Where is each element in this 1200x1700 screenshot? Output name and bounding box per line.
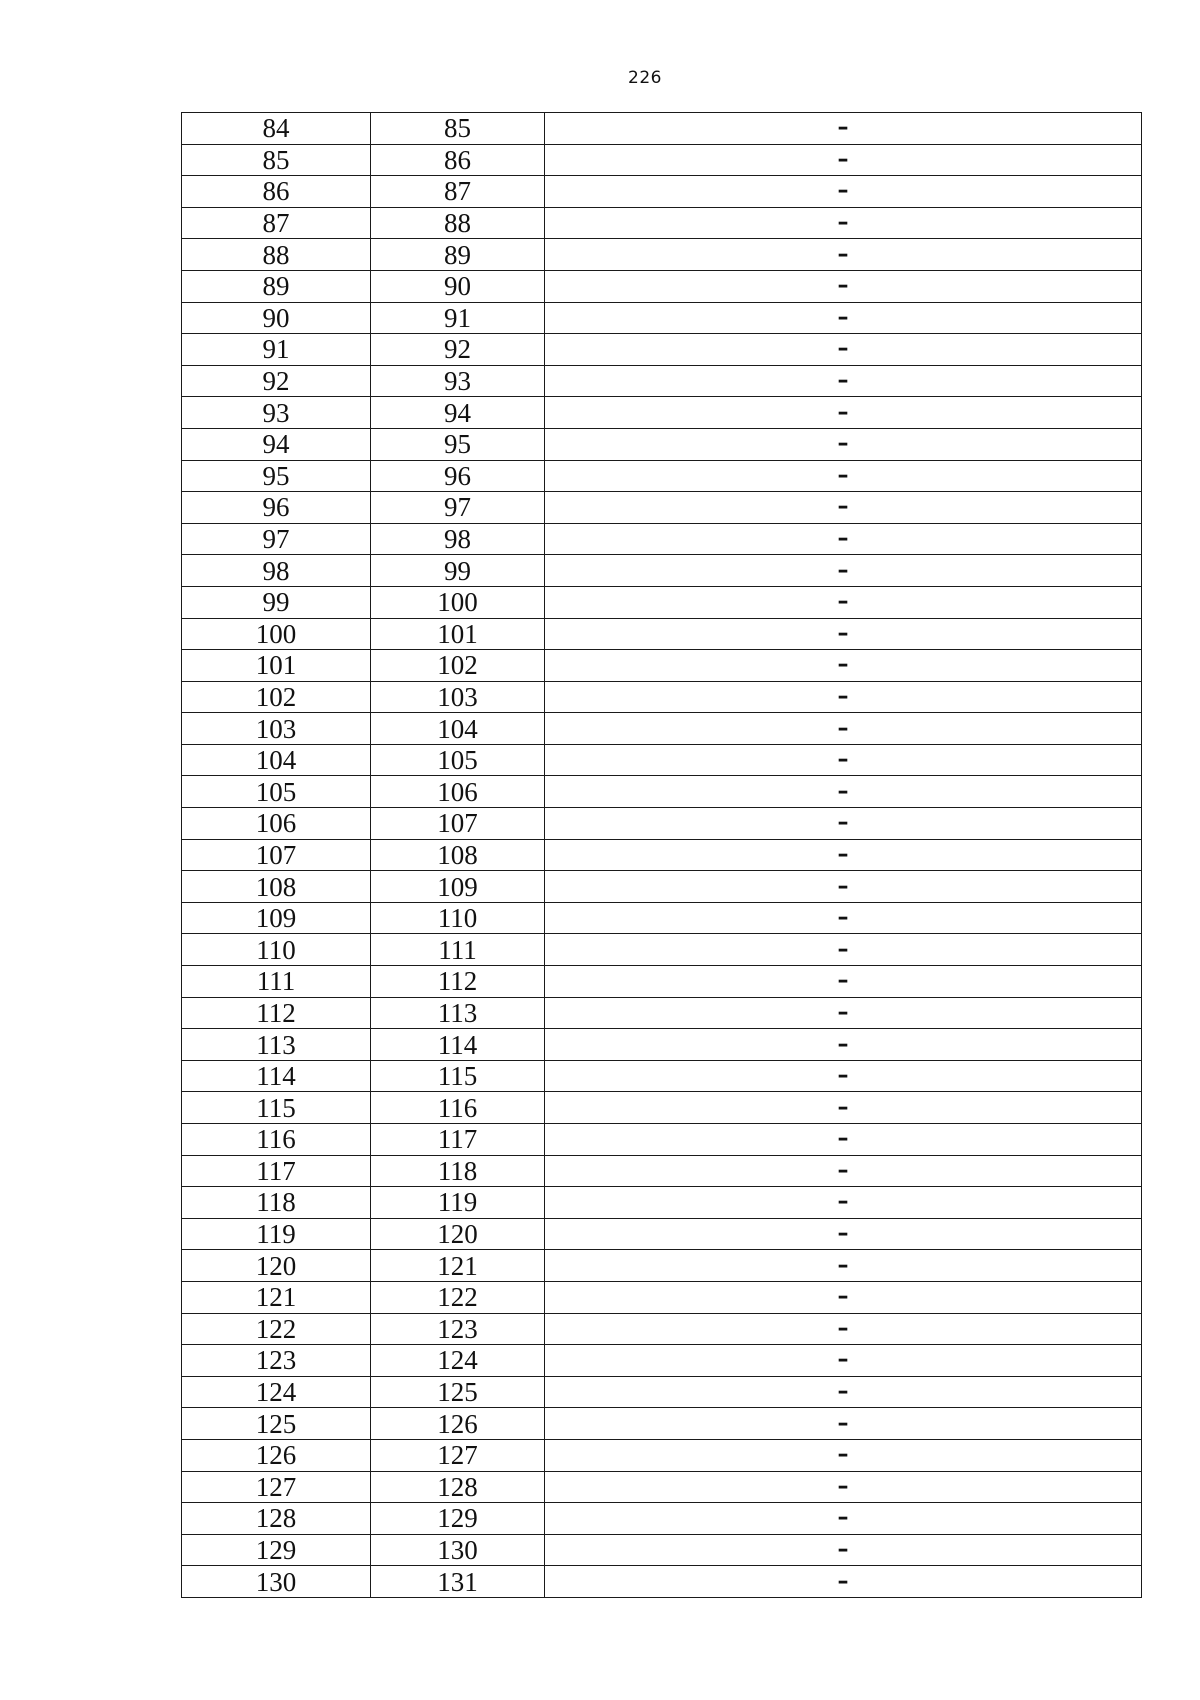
cell-to: 102 bbox=[371, 650, 545, 682]
cell-value: – bbox=[545, 1060, 1142, 1092]
cell-from: 114 bbox=[182, 1060, 371, 1092]
cell-to: 122 bbox=[371, 1281, 545, 1313]
table-row bbox=[182, 555, 1142, 587]
cell-from: 110 bbox=[182, 934, 371, 966]
cell-value: – bbox=[545, 144, 1142, 176]
data-table bbox=[181, 112, 1142, 1598]
table-row bbox=[182, 618, 1142, 650]
cell-from: 95 bbox=[182, 460, 371, 492]
table-row bbox=[182, 1092, 1142, 1124]
cell-value: – bbox=[545, 302, 1142, 334]
cell-from: 128 bbox=[182, 1503, 371, 1535]
cell-value: – bbox=[545, 966, 1142, 998]
cell-from: 90 bbox=[182, 302, 371, 334]
cell-from: 129 bbox=[182, 1534, 371, 1566]
cell-value: – bbox=[545, 586, 1142, 618]
table-row bbox=[182, 1281, 1142, 1313]
page-number: 226 bbox=[628, 68, 662, 88]
cell-value: – bbox=[545, 1029, 1142, 1061]
cell-from: 109 bbox=[182, 902, 371, 934]
table-row bbox=[182, 1566, 1142, 1598]
cell-to: 101 bbox=[371, 618, 545, 650]
cell-value: – bbox=[545, 776, 1142, 808]
table-row bbox=[182, 650, 1142, 682]
cell-to: 107 bbox=[371, 808, 545, 840]
cell-value: – bbox=[545, 902, 1142, 934]
cell-from: 93 bbox=[182, 397, 371, 429]
cell-value: – bbox=[545, 397, 1142, 429]
cell-to: 126 bbox=[371, 1408, 545, 1440]
cell-to: 121 bbox=[371, 1250, 545, 1282]
table-row bbox=[182, 934, 1142, 966]
cell-from: 111 bbox=[182, 966, 371, 998]
table-row bbox=[182, 1503, 1142, 1535]
cell-to: 130 bbox=[371, 1534, 545, 1566]
cell-to: 111 bbox=[371, 934, 545, 966]
cell-value: – bbox=[545, 207, 1142, 239]
cell-from: 101 bbox=[182, 650, 371, 682]
cell-to: 109 bbox=[371, 871, 545, 903]
cell-value: – bbox=[545, 681, 1142, 713]
cell-from: 113 bbox=[182, 1029, 371, 1061]
cell-value: – bbox=[545, 839, 1142, 871]
cell-value: – bbox=[545, 618, 1142, 650]
table-row bbox=[182, 586, 1142, 618]
cell-from: 115 bbox=[182, 1092, 371, 1124]
cell-to: 115 bbox=[371, 1060, 545, 1092]
cell-from: 92 bbox=[182, 365, 371, 397]
cell-from: 108 bbox=[182, 871, 371, 903]
cell-to: 114 bbox=[371, 1029, 545, 1061]
cell-to: 116 bbox=[371, 1092, 545, 1124]
cell-value: – bbox=[545, 1471, 1142, 1503]
cell-to: 104 bbox=[371, 713, 545, 745]
cell-to: 105 bbox=[371, 744, 545, 776]
table-row bbox=[182, 523, 1142, 555]
cell-from: 118 bbox=[182, 1187, 371, 1219]
cell-from: 116 bbox=[182, 1124, 371, 1156]
table-row bbox=[182, 1155, 1142, 1187]
cell-value: – bbox=[545, 1281, 1142, 1313]
cell-value: – bbox=[545, 113, 1142, 145]
cell-to: 100 bbox=[371, 586, 545, 618]
cell-from: 97 bbox=[182, 523, 371, 555]
cell-to: 99 bbox=[371, 555, 545, 587]
table-row bbox=[182, 997, 1142, 1029]
cell-to: 103 bbox=[371, 681, 545, 713]
table-row bbox=[182, 1060, 1142, 1092]
table-row bbox=[182, 302, 1142, 334]
cell-value: – bbox=[545, 1124, 1142, 1156]
cell-value: – bbox=[545, 1092, 1142, 1124]
cell-value: – bbox=[545, 1566, 1142, 1598]
cell-value: – bbox=[545, 713, 1142, 745]
cell-from: 88 bbox=[182, 239, 371, 271]
cell-value: – bbox=[545, 1439, 1142, 1471]
cell-to: 96 bbox=[371, 460, 545, 492]
cell-to: 127 bbox=[371, 1439, 545, 1471]
cell-value: – bbox=[545, 555, 1142, 587]
table-row bbox=[182, 1250, 1142, 1282]
cell-from: 102 bbox=[182, 681, 371, 713]
cell-value: – bbox=[545, 492, 1142, 524]
cell-to: 98 bbox=[371, 523, 545, 555]
table-row bbox=[182, 239, 1142, 271]
table-row bbox=[182, 1029, 1142, 1061]
cell-to: 113 bbox=[371, 997, 545, 1029]
cell-to: 89 bbox=[371, 239, 545, 271]
table-body bbox=[182, 113, 1142, 1598]
cell-value: – bbox=[545, 334, 1142, 366]
cell-from: 94 bbox=[182, 428, 371, 460]
cell-from: 104 bbox=[182, 744, 371, 776]
cell-to: 110 bbox=[371, 902, 545, 934]
table-row bbox=[182, 492, 1142, 524]
cell-value: – bbox=[545, 523, 1142, 555]
cell-from: 125 bbox=[182, 1408, 371, 1440]
cell-to: 95 bbox=[371, 428, 545, 460]
cell-value: – bbox=[545, 239, 1142, 271]
cell-from: 106 bbox=[182, 808, 371, 840]
cell-value: – bbox=[545, 460, 1142, 492]
table-row bbox=[182, 1345, 1142, 1377]
cell-from: 86 bbox=[182, 176, 371, 208]
cell-to: 88 bbox=[371, 207, 545, 239]
cell-value: – bbox=[545, 808, 1142, 840]
cell-value: – bbox=[545, 744, 1142, 776]
table-row bbox=[182, 681, 1142, 713]
table-row bbox=[182, 428, 1142, 460]
cell-from: 120 bbox=[182, 1250, 371, 1282]
cell-to: 124 bbox=[371, 1345, 545, 1377]
cell-to: 129 bbox=[371, 1503, 545, 1535]
table-row bbox=[182, 1124, 1142, 1156]
table-row bbox=[182, 839, 1142, 871]
cell-from: 87 bbox=[182, 207, 371, 239]
cell-to: 119 bbox=[371, 1187, 545, 1219]
table-row bbox=[182, 207, 1142, 239]
cell-from: 98 bbox=[182, 555, 371, 587]
cell-to: 93 bbox=[371, 365, 545, 397]
cell-to: 90 bbox=[371, 270, 545, 302]
table-row bbox=[182, 144, 1142, 176]
cell-value: – bbox=[545, 365, 1142, 397]
table-row bbox=[182, 1187, 1142, 1219]
cell-to: 123 bbox=[371, 1313, 545, 1345]
cell-value: – bbox=[545, 176, 1142, 208]
table-row bbox=[182, 744, 1142, 776]
cell-to: 94 bbox=[371, 397, 545, 429]
table-row bbox=[182, 808, 1142, 840]
cell-value: – bbox=[545, 871, 1142, 903]
cell-to: 87 bbox=[371, 176, 545, 208]
cell-to: 120 bbox=[371, 1218, 545, 1250]
cell-to: 128 bbox=[371, 1471, 545, 1503]
cell-value: – bbox=[545, 1155, 1142, 1187]
cell-from: 119 bbox=[182, 1218, 371, 1250]
cell-to: 108 bbox=[371, 839, 545, 871]
cell-value: – bbox=[545, 428, 1142, 460]
cell-from: 107 bbox=[182, 839, 371, 871]
table-row bbox=[182, 113, 1142, 145]
table-row bbox=[182, 1376, 1142, 1408]
table-row bbox=[182, 270, 1142, 302]
cell-from: 123 bbox=[182, 1345, 371, 1377]
cell-value: – bbox=[545, 1187, 1142, 1219]
cell-from: 127 bbox=[182, 1471, 371, 1503]
cell-value: – bbox=[545, 1503, 1142, 1535]
cell-value: – bbox=[545, 934, 1142, 966]
cell-to: 92 bbox=[371, 334, 545, 366]
table-row bbox=[182, 966, 1142, 998]
cell-to: 86 bbox=[371, 144, 545, 176]
cell-to: 125 bbox=[371, 1376, 545, 1408]
cell-value: – bbox=[545, 1408, 1142, 1440]
cell-from: 117 bbox=[182, 1155, 371, 1187]
table-row bbox=[182, 176, 1142, 208]
cell-from: 122 bbox=[182, 1313, 371, 1345]
cell-from: 124 bbox=[182, 1376, 371, 1408]
table-row bbox=[182, 1218, 1142, 1250]
cell-from: 99 bbox=[182, 586, 371, 618]
table-row bbox=[182, 1408, 1142, 1440]
cell-from: 103 bbox=[182, 713, 371, 745]
cell-from: 89 bbox=[182, 270, 371, 302]
cell-to: 106 bbox=[371, 776, 545, 808]
cell-to: 91 bbox=[371, 302, 545, 334]
cell-value: – bbox=[545, 1250, 1142, 1282]
cell-from: 84 bbox=[182, 113, 371, 145]
cell-value: – bbox=[545, 997, 1142, 1029]
table-row bbox=[182, 902, 1142, 934]
table-row bbox=[182, 460, 1142, 492]
cell-from: 105 bbox=[182, 776, 371, 808]
cell-from: 85 bbox=[182, 144, 371, 176]
table-row bbox=[182, 1471, 1142, 1503]
cell-from: 91 bbox=[182, 334, 371, 366]
cell-value: – bbox=[545, 1376, 1142, 1408]
cell-from: 126 bbox=[182, 1439, 371, 1471]
cell-value: – bbox=[545, 1345, 1142, 1377]
table-row bbox=[182, 871, 1142, 903]
cell-to: 85 bbox=[371, 113, 545, 145]
cell-from: 96 bbox=[182, 492, 371, 524]
cell-value: – bbox=[545, 270, 1142, 302]
cell-from: 112 bbox=[182, 997, 371, 1029]
cell-value: – bbox=[545, 1313, 1142, 1345]
cell-to: 118 bbox=[371, 1155, 545, 1187]
table-row bbox=[182, 334, 1142, 366]
cell-to: 117 bbox=[371, 1124, 545, 1156]
table-row bbox=[182, 713, 1142, 745]
table-row bbox=[182, 1313, 1142, 1345]
table-row bbox=[182, 776, 1142, 808]
cell-value: – bbox=[545, 1218, 1142, 1250]
table-row bbox=[182, 397, 1142, 429]
table-row bbox=[182, 365, 1142, 397]
cell-to: 112 bbox=[371, 966, 545, 998]
table-row bbox=[182, 1439, 1142, 1471]
cell-to: 97 bbox=[371, 492, 545, 524]
cell-from: 130 bbox=[182, 1566, 371, 1598]
cell-to: 131 bbox=[371, 1566, 545, 1598]
table-row bbox=[182, 1534, 1142, 1566]
cell-from: 100 bbox=[182, 618, 371, 650]
cell-from: 121 bbox=[182, 1281, 371, 1313]
cell-value: – bbox=[545, 650, 1142, 682]
cell-value: – bbox=[545, 1534, 1142, 1566]
